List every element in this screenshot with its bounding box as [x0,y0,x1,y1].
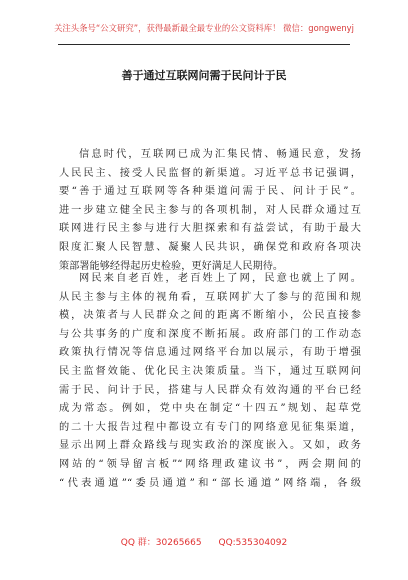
paragraph-line: 要“善于通过互联网等各种渠道问需于民、问计于民”。 [59,186,361,198]
paragraph-line: 模，决策者与人民群众之间的距离不断缩小，公民直接参 [59,310,361,322]
paragraph-line: 网民来自老百姓，老百姓上了网，民意也就上了网。 [79,273,361,284]
paragraph-line: 信息时代，互联网已成为汇集民情、畅通民意，发扬 [79,149,361,160]
paragraph-line: 策部署能够经得起历史检验，更好满足人民期待。 [59,260,284,272]
paragraph-line: 民主监督效能、优化民主决策质量。当下，通过互联网问 [59,365,361,377]
footer-qq-number: QQ:535304092 [218,538,288,548]
paragraph-line: 显示出网上群众路线与现实政治的深度嵌入。又如，政务 [59,440,361,452]
header-divider [58,44,350,45]
document-title: 善于通过互联网问需于民问计于民 [121,69,287,82]
paragraph-line: 限度汇聚人民智慧、凝聚人民共识，确保党和政府各项决 [59,241,361,253]
paragraph-line: 政策执行情况等信息通过网络平台加以展示，有助于增强 [59,347,361,359]
paragraph-line: 网站的“领导留言板”“网络理政建议书”，两会期间的 [59,458,361,470]
paragraph-line: 需于民、问计于民，搭建与人民群众有效沟通的平台已经 [59,384,361,396]
paragraph-line: 人民民主、接受人民监督的新渠道。习近平总书记强调， [59,167,361,179]
footer-contact [0,535,408,548]
paragraph-line: 与公共事务的广度和深度不断拓展。政府部门的工作动态 [59,328,361,340]
paragraph-line: “代表通道”“委员通道”和“部长通道”网络端，各级 [59,477,361,489]
paragraph-line: 联网进行民主参与进行大胆探索和有益尝试，有助于最大 [59,223,361,235]
paragraph-line: 成为常态。例如，党中央在制定“十四五”规划、起草党 [59,403,361,415]
paragraph-2 [59,270,361,493]
header-banner: 关注头条号“公文研究”，获得最新最全最专业的公文资料库！ 微信：gongwenyj [54,23,354,33]
paragraph-line: 从民主参与主体的视角看，互联网扩大了参与的范围和规 [59,291,361,303]
paragraph-line: 的二十大报告过程中都设立有专门的网络意见征集渠道， [59,421,361,433]
paragraph-line: 进一步建立健全民主参与的各项机制，对人民群众通过互 [59,204,361,216]
footer-qq-group: QQ 群：30265665 [120,538,202,548]
paragraph-1 [59,146,361,276]
